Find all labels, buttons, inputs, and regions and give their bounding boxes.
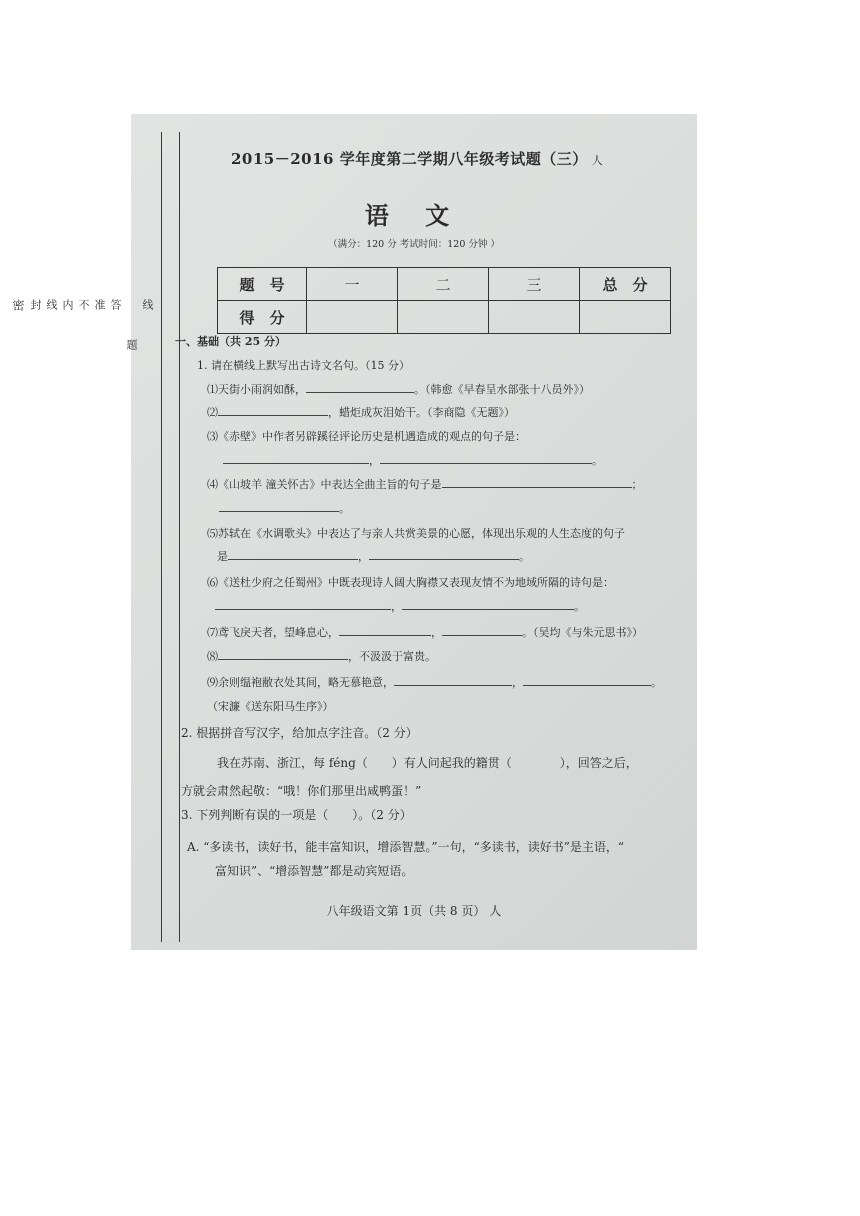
question-line — [219, 500, 350, 516]
line-text: ⑵ — [207, 406, 218, 419]
question-line — [207, 404, 515, 420]
binding-char: 内 — [61, 299, 74, 312]
question-line — [207, 624, 643, 640]
question-stem: 1. 请在横线上默写出古诗文名句。（15 分） — [197, 359, 410, 372]
line-text: ， — [431, 626, 442, 639]
line-text: 。（吴均《与朱元思书》） — [522, 626, 643, 639]
answer-blank — [442, 477, 632, 488]
binding-char-seal: 密 — [11, 299, 25, 313]
score-table-score-row — [218, 301, 671, 334]
line-text: 。 — [339, 502, 350, 515]
answer-blank — [380, 453, 592, 464]
option-a-line: A. “多读书，读好书，能丰富知识，增添智慧。”一句，“多读书，读好书”是主语，“ — [187, 840, 624, 854]
line-text: ⑼余则缊袍敝衣处其间，略无慕艳意， — [207, 676, 394, 689]
binding-line-outer — [179, 132, 180, 942]
line-text: 。 — [592, 454, 603, 467]
line-text: ⑺鸢飞戾天者，望峰息心， — [207, 626, 339, 639]
binding-char: 题 — [125, 339, 138, 352]
answer-blank — [218, 405, 328, 416]
question-line — [215, 598, 585, 614]
line-text: ⑴天街小雨润如酥， — [207, 383, 306, 396]
line-text: ，蜡炬成灰泪始干。（李商隐《无题》） — [328, 406, 515, 419]
answer-blank — [523, 675, 651, 686]
answer-blank — [306, 382, 414, 393]
score-table-header-row — [218, 268, 671, 301]
score-table-cell — [489, 301, 580, 334]
score-table-cell: 三 — [489, 268, 580, 301]
binding-char: 线 — [45, 299, 58, 312]
question-line — [223, 452, 603, 468]
score-table-cell — [398, 301, 489, 334]
binding-line-inner — [161, 132, 162, 942]
line-text: ； — [631, 478, 643, 491]
question-stem: 3. 下列判断有误的一项是（ ）。（2 分） — [181, 808, 412, 822]
question-line — [207, 381, 590, 397]
exam-info: （满分：120 分 考试时间：120 分钟 ） — [328, 239, 500, 250]
score-table-cell: 题 号 — [218, 268, 307, 301]
score-table-cell — [307, 301, 398, 334]
question-line — [207, 648, 436, 664]
question-line: （宋濂《送东阳马生序》） — [207, 700, 334, 713]
exam-title-mark: 人 — [591, 154, 604, 167]
answer-blank — [223, 453, 369, 464]
line-text: ， — [369, 454, 380, 467]
question-line: 我在苏南、浙江，每 féng（ ）有人问起我的籍贯（ ），回答之后， — [217, 756, 638, 770]
score-table-cell — [580, 301, 671, 334]
line-text: 。（韩愈《早春呈水部张十八员外》） — [414, 383, 590, 396]
line-text: ， — [391, 600, 402, 613]
exam-title — [231, 148, 603, 169]
answer-blank — [442, 625, 522, 636]
binding-char: 准 — [93, 299, 106, 312]
page-footer — [131, 902, 697, 919]
answer-blank — [218, 649, 348, 660]
line-text: 。 — [574, 600, 585, 613]
line-text: ⑷《山坡羊 潼关怀古》中表达全曲主旨的句子是 — [207, 478, 442, 491]
binding-char: 答 — [109, 299, 122, 312]
score-table-cell: 一 — [307, 268, 398, 301]
answer-blank — [402, 599, 574, 610]
option-a-line: 富知识”、“增添智慧”都是动宾短语。 — [215, 864, 414, 878]
footer-text: 八年级语文第 1页（共 8 页） — [326, 904, 486, 918]
line-text: 是 — [217, 550, 228, 563]
question-line: ⑶《赤壁》中作者另辟蹊径评论历史是机遇造成的观点的句子是： — [207, 430, 526, 443]
exam-photo — [11, 114, 697, 950]
answer-blank — [228, 549, 358, 560]
answer-blank — [369, 549, 519, 560]
binding-char: 封 — [29, 299, 42, 312]
subject-title: 语 文 — [364, 201, 464, 230]
question-line — [217, 548, 530, 564]
answer-blank — [219, 501, 339, 512]
section-title: 一、基础（共 25 分） — [175, 335, 286, 348]
question-line: ⑹《送杜少府之任蜀州》中既表现诗人阔大胸襟又表现友情不为地域所隔的诗句是： — [207, 576, 614, 589]
score-table-cell: 二 — [398, 268, 489, 301]
answer-blank — [339, 625, 431, 636]
question-line — [207, 476, 643, 492]
score-table-cell: 得 分 — [218, 301, 307, 334]
binding-char: 线 — [141, 299, 154, 312]
binding-margin-text — [11, 299, 155, 364]
line-text: 。 — [519, 550, 530, 563]
exam-title-text: 2015－2016 学年度第二学期八年级考试题（三） — [231, 150, 588, 168]
line-text: ， — [358, 550, 369, 563]
binding-char: 不 — [77, 299, 90, 312]
answer-blank — [215, 599, 391, 610]
question-line: 方就会肃然起敬：“哦！你们那里出咸鸭蛋！” — [181, 784, 422, 798]
question-line: ⑸苏轼在《水调歌头》中表达了与亲人共赏美景的心愿，体现出乐观的人生态度的句子 — [207, 527, 625, 540]
score-table — [217, 267, 671, 334]
question-line — [207, 674, 662, 690]
line-text: ， — [512, 676, 523, 689]
line-text: ，不汲汲于富贵。 — [348, 650, 436, 663]
line-text: ⑻ — [207, 650, 218, 663]
answer-blank — [394, 675, 512, 686]
footer-mark: 人 — [489, 904, 502, 918]
score-table-cell: 总 分 — [580, 268, 671, 301]
question-stem: 2. 根据拼音写汉字，给加点字注音。（2 分） — [181, 726, 418, 740]
line-text: 。 — [651, 676, 662, 689]
